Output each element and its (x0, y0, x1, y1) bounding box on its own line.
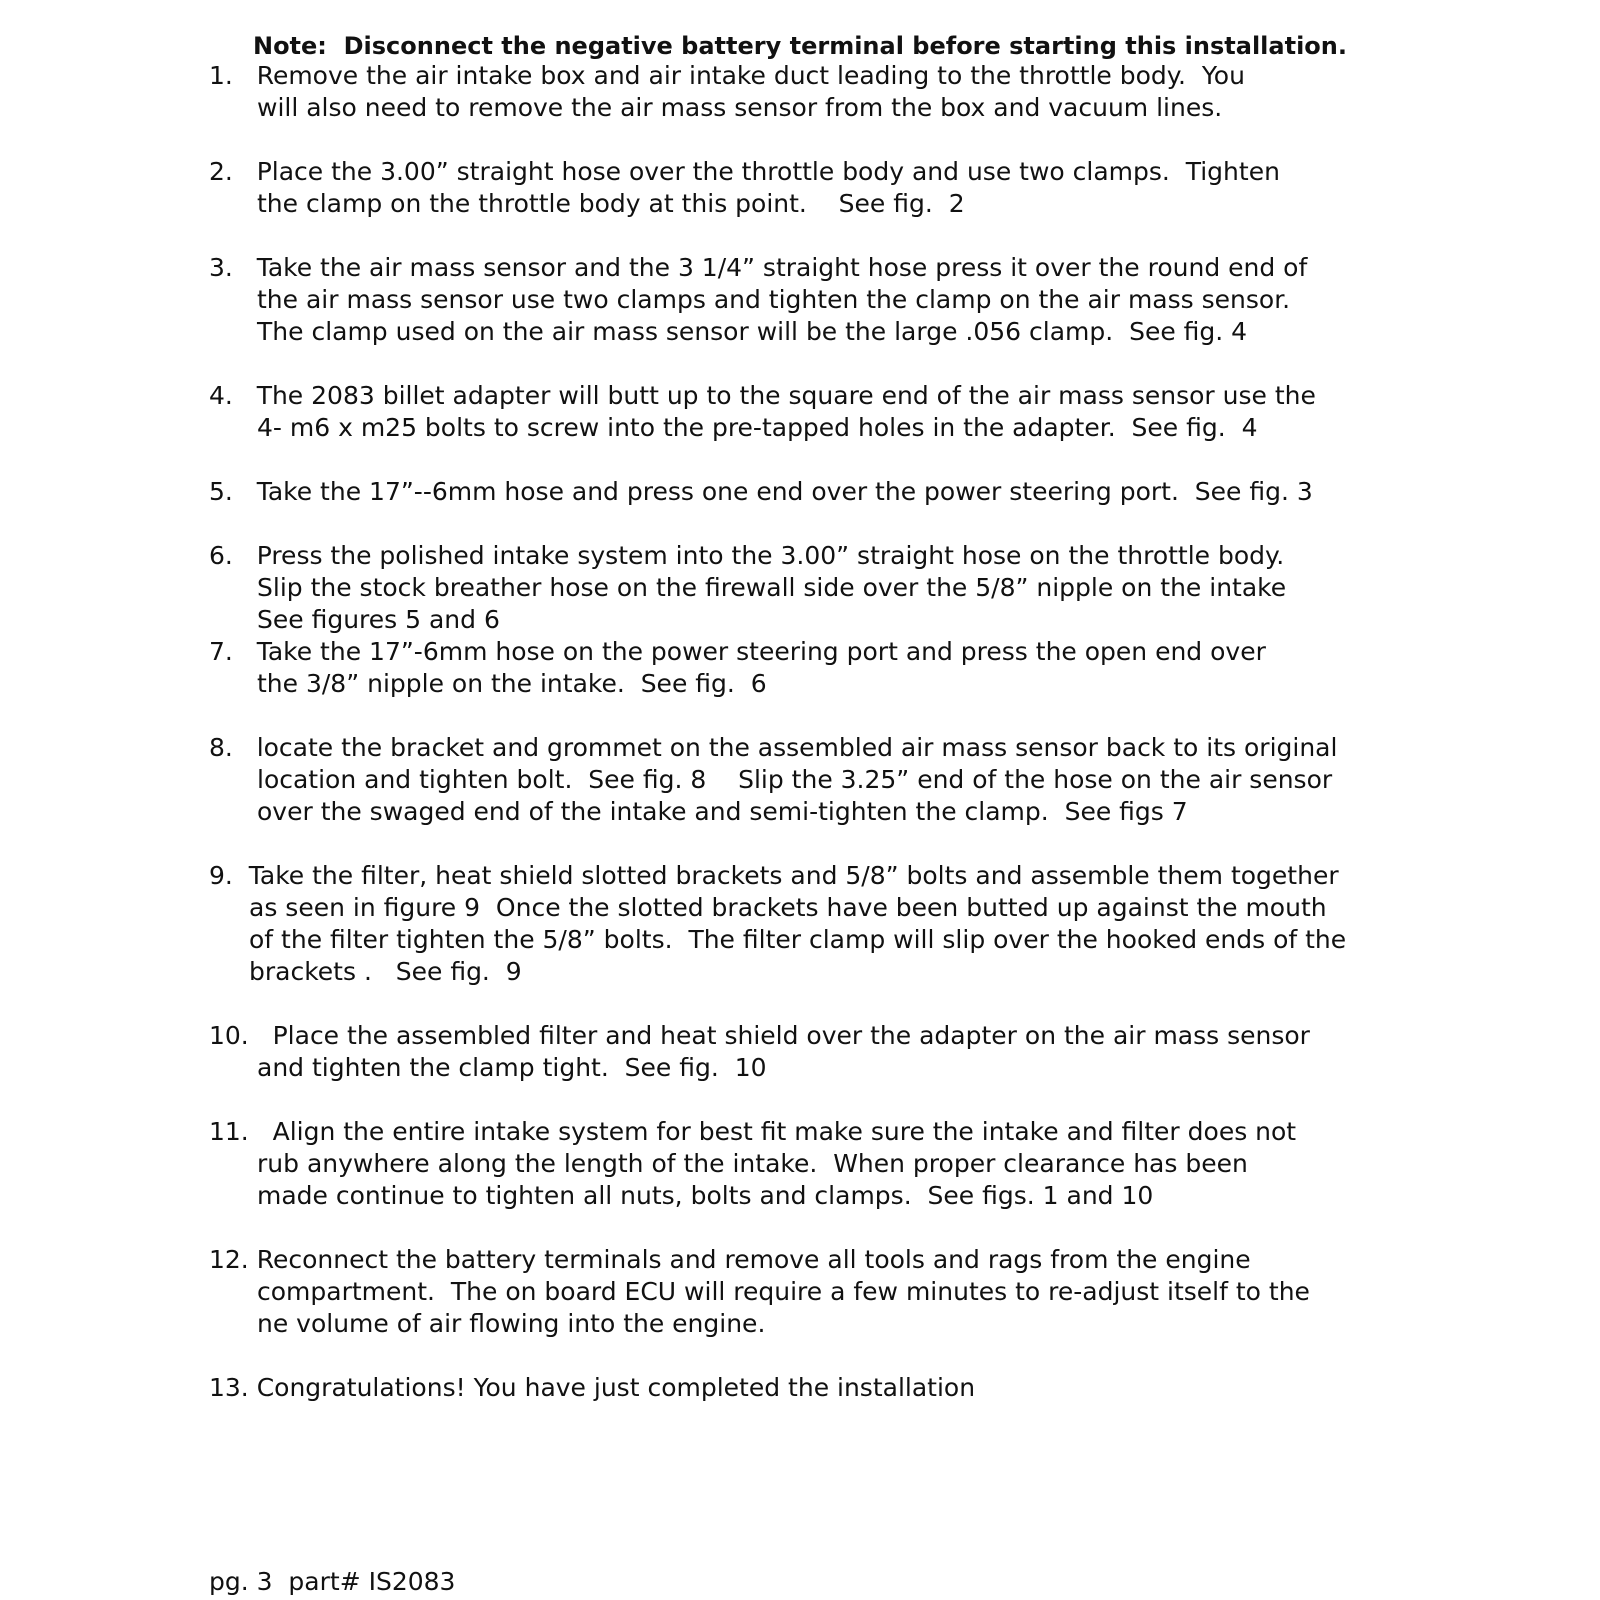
step-9-line-2: as seen in figure 9 Once the slotted brackets have been butted up against the mouth (249, 893, 1327, 922)
step-8-line-2: location and tighten bolt. See fig. 8 Slip the 3.25” end of the hose on the air sensor (257, 765, 1333, 794)
step-3-line-3: The clamp used on the air mass sensor will be the large .056 clamp. See fig. 4 (257, 317, 1248, 346)
step-7-line-2: the 3/8” nipple on the intake. See fig. 6 (257, 669, 767, 698)
step-12-line-3: ne volume of air flowing into the engine. (257, 1309, 766, 1338)
step-2-line-1: 2. Place the 3.00” straight hose over the throttle body and use two clamps. Tighten (209, 157, 1280, 186)
warning-note: Note: Disconnect the negative battery terminal before starting this installation. (252, 32, 1347, 60)
step-12-line-1: 12. Reconnect the battery terminals and remove all tools and rags from the engine (209, 1245, 1251, 1274)
step-7-line-1: 7. Take the 17”-6mm hose on the power steering port and press the open end over (209, 637, 1266, 666)
step-6-line-1: 6. Press the polished intake system into the 3.00” straight hose on the throttle body. (209, 541, 1285, 570)
step-9-line-1: 9. Take the filter, heat shield slotted brackets and 5/8” bolts and assemble them together (209, 861, 1339, 890)
step-5-line-1: 5. Take the 17”--6mm hose and press one end over the power steering port. See fig. 3 (209, 477, 1313, 506)
step-3-line-2: the air mass sensor use two clamps and tighten the clamp on the air mass sensor. (257, 285, 1291, 314)
step-6-line-2: Slip the stock breather hose on the firewall side over the 5/8” nipple on the intake (257, 573, 1287, 602)
step-13-line-1: 13. Congratulations! You have just completed the installation (209, 1373, 976, 1402)
step-10-line-1: 10. Place the assembled filter and heat shield over the adapter on the air mass sensor (209, 1021, 1310, 1050)
step-12-line-2: compartment. The on board ECU will require a few minutes to re-adjust itself to the (257, 1277, 1310, 1306)
step-11-line-1: 11. Align the entire intake system for best fit make sure the intake and filter does not (209, 1117, 1297, 1146)
step-4-line-2: 4- m6 x m25 bolts to screw into the pre-tapped holes in the adapter. See fig. 4 (257, 413, 1258, 442)
step-2-line-2: the clamp on the throttle body at this point. See fig. 2 (257, 189, 965, 218)
step-8-line-1: 8. locate the bracket and grommet on the assembled air mass sensor back to its original (209, 733, 1338, 762)
step-11-line-3: made continue to tighten all nuts, bolts and clamps. See figs. 1 and 10 (257, 1181, 1154, 1210)
step-4-line-1: 4. The 2083 billet adapter will butt up to the square end of the air mass sensor use the (209, 381, 1316, 410)
step-9-line-3: of the filter tighten the 5/8” bolts. The filter clamp will slip over the hooked ends of the (249, 925, 1347, 954)
step-1-line-1: 1. Remove the air intake box and air intake duct leading to the throttle body. You (209, 61, 1245, 90)
step-8-line-3: over the swaged end of the intake and semi-tighten the clamp. See figs 7 (257, 797, 1188, 826)
step-10-line-2: and tighten the clamp tight. See fig. 10 (257, 1053, 767, 1082)
step-6-line-3: See figures 5 and 6 (257, 605, 500, 634)
step-9-line-4: brackets . See fig. 9 (249, 957, 522, 986)
step-11-line-2: rub anywhere along the length of the intake. When proper clearance has been (257, 1149, 1248, 1178)
step-3-line-1: 3. Take the air mass sensor and the 3 1/4” straight hose press it over the round end of (209, 253, 1308, 282)
step-1-line-2: will also need to remove the air mass sensor from the box and vacuum lines. (257, 93, 1223, 122)
page-footer: pg. 3 part# IS2083 (209, 1567, 456, 1596)
